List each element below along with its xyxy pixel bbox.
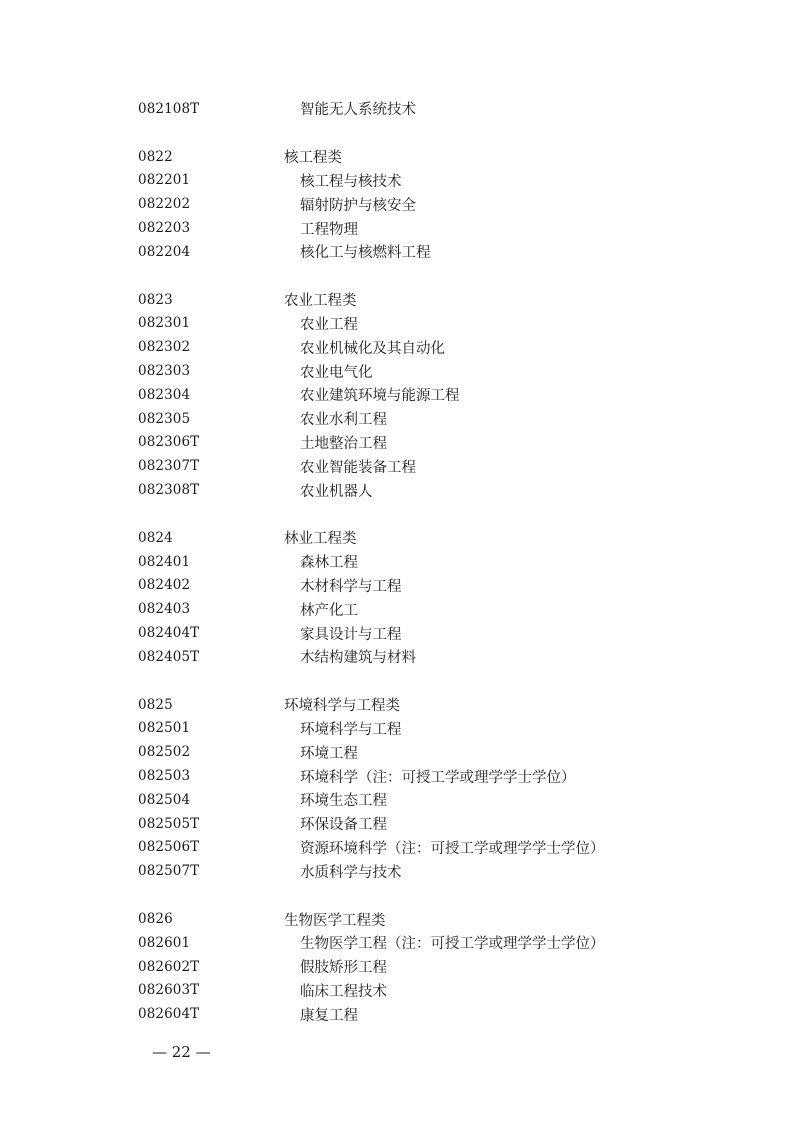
major-code: 082302: [138, 339, 191, 356]
major-row: [138, 812, 738, 836]
major-row: [138, 740, 738, 764]
major-name: 环境科学（注：可授工学或理学学士学位）: [300, 769, 576, 786]
category-code: 0822: [138, 148, 173, 165]
major-row: [138, 931, 738, 955]
major-row: [138, 645, 738, 669]
category-code: 0823: [138, 291, 173, 308]
major-name: 林产化工: [300, 602, 358, 619]
major-name: 环境工程: [300, 745, 358, 762]
major-name: 假肢矫形工程: [300, 960, 387, 977]
major-code: 082108T: [138, 100, 200, 117]
major-name: 农业电气化: [300, 364, 373, 381]
major-code: 082405T: [138, 648, 200, 665]
major-name: 家具设计与工程: [300, 626, 402, 643]
major-code: 082301: [138, 315, 191, 332]
major-code: 082308T: [138, 482, 200, 499]
major-row: [138, 478, 738, 502]
major-name: 临床工程技术: [300, 983, 387, 1000]
major-code: 082306T: [138, 434, 200, 451]
major-code: 082603T: [138, 982, 200, 999]
major-row: [138, 359, 738, 383]
major-code: 082401: [138, 553, 191, 570]
major-row: [138, 192, 738, 216]
page-number: — 22 —: [152, 1043, 211, 1061]
major-name: 农业水利工程: [300, 412, 387, 429]
major-code: 082402: [138, 577, 191, 594]
major-row: [138, 169, 738, 193]
major-row: [138, 955, 738, 979]
major-row: [138, 979, 738, 1003]
major-code: 082503: [138, 768, 191, 785]
major-name: 工程物理: [300, 221, 358, 238]
major-name: 核化工与核燃料工程: [300, 245, 431, 262]
major-catalog-list: [138, 97, 738, 1050]
major-row: [138, 859, 738, 883]
major-name: 农业工程: [300, 316, 358, 333]
major-name: 农业智能装备工程: [300, 459, 416, 476]
major-name: 生物医学工程（注：可授工学或理学学士学位）: [300, 936, 605, 953]
major-row: [138, 240, 738, 264]
major-code: 082604T: [138, 1006, 200, 1023]
major-row: [138, 597, 738, 621]
major-code: 082204: [138, 243, 191, 260]
major-code: 082304: [138, 386, 191, 403]
major-name: 森林工程: [300, 555, 358, 572]
major-code: 082303: [138, 363, 191, 380]
category-name: 农业工程类: [284, 293, 357, 310]
major-code: 082504: [138, 791, 191, 808]
major-code: 082507T: [138, 863, 200, 880]
major-code: 082404T: [138, 625, 200, 642]
major-row: [138, 454, 738, 478]
major-name: 环境科学与工程: [300, 721, 402, 738]
major-row: [138, 431, 738, 455]
category-block: [138, 288, 738, 502]
major-name: 辐射防护与核安全: [300, 197, 416, 214]
major-row: [138, 216, 738, 240]
major-row: [138, 1002, 738, 1026]
major-code: 082501: [138, 720, 191, 737]
major-row: [138, 550, 738, 574]
category-row: [138, 907, 738, 931]
major-row: [138, 836, 738, 860]
category-block: [138, 693, 738, 883]
category-row: [138, 145, 738, 169]
category-code: 0825: [138, 696, 173, 713]
category-row: [138, 526, 738, 550]
major-name: 智能无人系统技术: [300, 102, 416, 119]
major-name: 农业建筑环境与能源工程: [300, 388, 460, 405]
major-code: 082602T: [138, 958, 200, 975]
category-row: [138, 693, 738, 717]
major-code: 082601: [138, 934, 191, 951]
category-name: 生物医学工程类: [284, 912, 386, 929]
category-code: 0826: [138, 911, 173, 927]
category-row: [138, 288, 738, 312]
major-code: 082202: [138, 196, 191, 213]
category-name: 核工程类: [284, 150, 342, 167]
major-name: 水质科学与技术: [300, 864, 402, 881]
major-code: 082502: [138, 744, 191, 761]
category-name: 林业工程类: [284, 531, 357, 548]
major-name: 农业机器人: [300, 483, 373, 500]
major-code: 082403: [138, 601, 191, 618]
major-name: 环保设备工程: [300, 817, 387, 834]
major-code: 082505T: [138, 815, 200, 832]
category-block: [138, 526, 738, 669]
major-row: [138, 335, 738, 359]
major-row: [138, 312, 738, 336]
major-row: [138, 383, 738, 407]
major-code: 082307T: [138, 458, 200, 475]
major-name: 木材科学与工程: [300, 578, 402, 595]
major-row: [138, 97, 738, 121]
major-row: [138, 621, 738, 645]
major-name: 环境生态工程: [300, 793, 387, 810]
major-row: [138, 407, 738, 431]
major-name: 核工程与核技术: [300, 173, 402, 190]
category-block: [138, 145, 738, 264]
major-name: 农业机械化及其自动化: [300, 340, 445, 357]
major-code: 082201: [138, 172, 191, 189]
category-block: [138, 97, 738, 121]
category-name: 环境科学与工程类: [284, 698, 400, 715]
major-row: [138, 574, 738, 598]
category-code: 0824: [138, 529, 173, 546]
major-name: 资源环境科学（注：可授工学或理学学士学位）: [300, 840, 605, 857]
major-name: 康复工程: [300, 1007, 358, 1024]
major-row: [138, 764, 738, 788]
major-row: [138, 788, 738, 812]
major-code: 082305: [138, 410, 191, 427]
major-code: 082203: [138, 220, 191, 237]
major-name: 土地整治工程: [300, 435, 387, 452]
major-row: [138, 717, 738, 741]
major-name: 木结构建筑与材料: [300, 650, 416, 667]
major-code: 082506T: [138, 839, 200, 856]
category-block: [138, 907, 738, 1026]
